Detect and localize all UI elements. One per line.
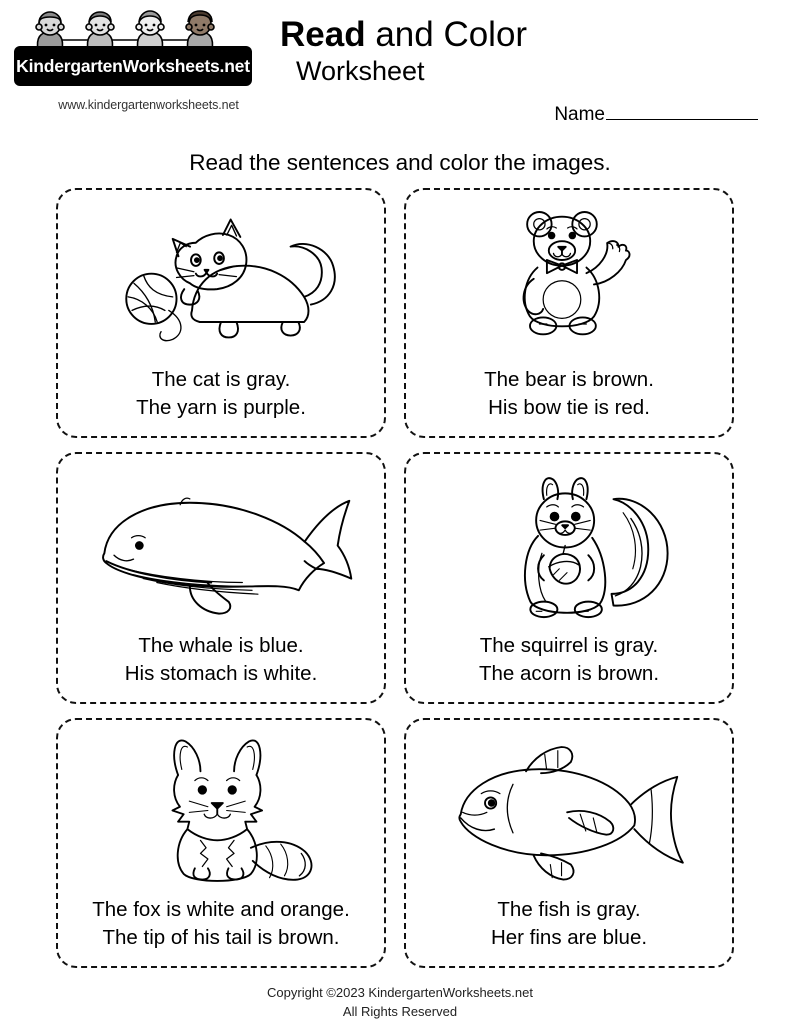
instructions-text: Read the sentences and color the images.	[189, 150, 611, 175]
sentence-line: The whale is blue.	[138, 634, 304, 657]
worksheet-card	[56, 718, 386, 968]
logo-badge	[14, 10, 254, 88]
site-url[interactable]: www.kindergartenworksheets.net	[58, 98, 239, 112]
site-logo[interactable]	[14, 10, 274, 112]
worksheet-card	[404, 718, 734, 968]
title-line-1	[280, 16, 700, 54]
name-label: Name	[554, 104, 605, 125]
sentence-line: His stomach is white.	[124, 662, 318, 685]
logo-label	[14, 46, 252, 86]
worksheet-card	[56, 452, 386, 704]
worksheet-card-grid	[56, 188, 748, 968]
title-rest: and Color	[365, 15, 528, 54]
sentence-line: The fish is gray.	[497, 898, 641, 921]
sentence-line: The acorn is brown.	[478, 662, 660, 685]
sentence-line: The cat is gray.	[151, 368, 291, 391]
waving-bear-with-bow-tie-drawing	[406, 196, 732, 356]
sentence-line: The bear is brown.	[484, 368, 654, 391]
rights-text: All Rights Reserved	[342, 1004, 458, 1019]
cat-with-yarn-ball-drawing	[58, 196, 384, 361]
sentence-line: The yarn is purple.	[136, 396, 306, 419]
card-sentences	[58, 896, 384, 952]
card-sentences	[406, 896, 732, 952]
card-sentences	[406, 366, 732, 422]
sentence-line: The tip of his tail is brown.	[102, 926, 340, 949]
title-bold: Read	[280, 15, 366, 54]
sentence-line: The fox is white and orange.	[92, 898, 350, 921]
card-sentences	[58, 366, 384, 422]
whale-drawing	[58, 460, 384, 635]
logo-label-main: KindergartenWorksheets	[16, 56, 220, 76]
fish-drawing	[406, 726, 732, 894]
sentence-line: His bow tie is red.	[488, 396, 650, 419]
card-sentences	[58, 632, 384, 688]
fox-drawing	[58, 726, 384, 894]
worksheet-header	[0, 0, 800, 145]
card-sentences	[406, 632, 732, 688]
copyright-text: Copyright ©2023 KindergartenWorksheets.net	[267, 985, 533, 1000]
squirrel-with-acorn-drawing	[406, 460, 732, 635]
name-input-line[interactable]	[606, 104, 758, 120]
sentence-line: Her fins are blue.	[490, 926, 648, 949]
worksheet-card	[56, 188, 386, 438]
name-field-row	[554, 104, 758, 126]
worksheet-card	[404, 452, 734, 704]
page-footer	[0, 983, 800, 1021]
page-title	[280, 16, 700, 88]
logo-label-suffix: .net	[219, 56, 250, 76]
sentence-line: The squirrel is gray.	[479, 634, 659, 657]
title-subtitle: Worksheet	[296, 56, 425, 86]
worksheet-card	[404, 188, 734, 438]
